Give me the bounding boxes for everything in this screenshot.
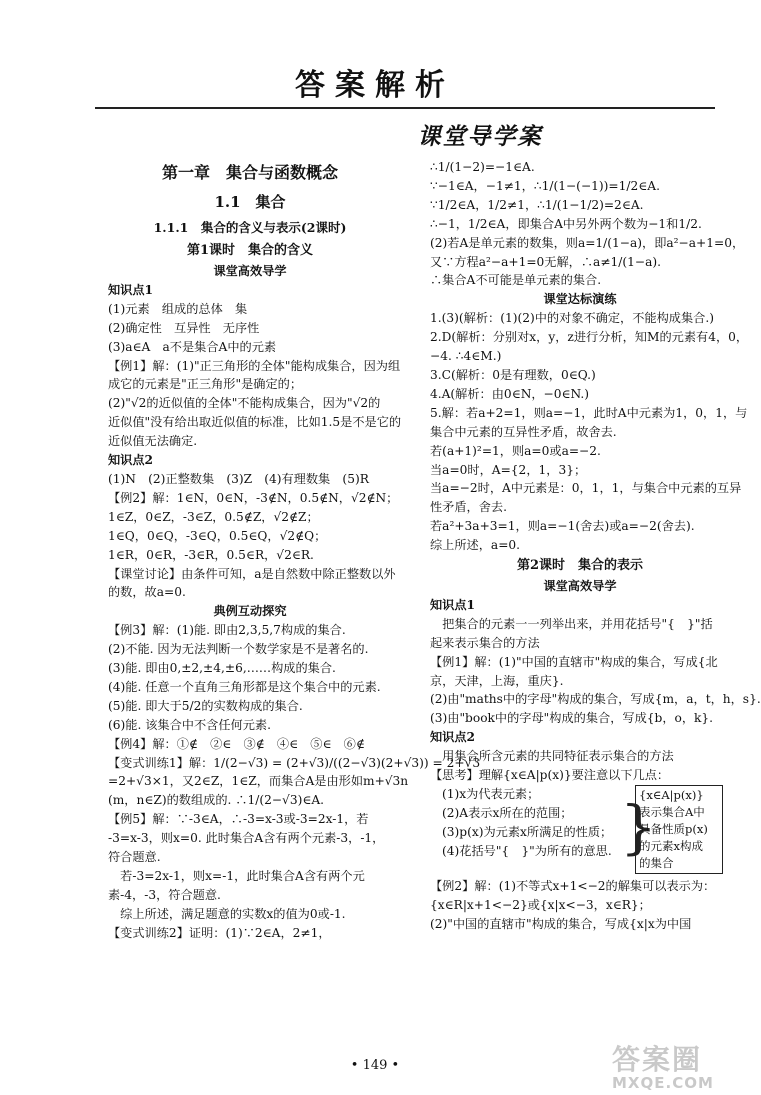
text-line: 符合题意. xyxy=(108,850,161,865)
text-line: (1)元素 组成的总体 集 xyxy=(108,301,248,316)
text-line: =2+√3×1，又2∈Z，1∈Z，而集合A是由形如m+√3n xyxy=(108,774,409,789)
text-line: −4. ∴4∈M.) xyxy=(430,349,502,364)
text-line: (3)能. 即由0,±2,±4,±6,……构成的集合. xyxy=(108,661,336,676)
text-line: 若a²+3a+3=1，则a=−1(舍去)或a=−2(舍去). xyxy=(430,519,695,534)
text-line: 京，天津，上海，重庆}. xyxy=(430,673,564,688)
text-line: 【思考】理解{x∈A|p(x)}要注意以下几点： xyxy=(430,768,670,783)
text-line: (m，n∈Z)的数组成的. ∴1/(2−√3)∈A. xyxy=(108,793,325,808)
think-list xyxy=(442,785,632,861)
text-line: 性矛盾，舍去. xyxy=(430,500,507,515)
think-box-line: 具备性质p(x) xyxy=(639,822,708,836)
text-line: 2.D(解析：分别对x，y，z进行分析，知M的元素有4，0， xyxy=(430,330,749,345)
right-column xyxy=(430,158,761,934)
text-line: 起来表示集合的方法 xyxy=(430,635,540,650)
text-line: ∴集合A不可能是单元素的集合. xyxy=(430,273,602,288)
text-line: (1)N (2)正整数集 (3)Z (4)有理数集 (5)R xyxy=(108,471,369,486)
text-line: ∴1/(1−2)=−1∈A. xyxy=(430,160,535,174)
lesson-heading: 第2课时 集合的表示 xyxy=(516,558,644,574)
think-box xyxy=(635,785,723,874)
think-box-line: 的元素x构成 xyxy=(639,839,703,853)
block-heading: 课堂高效导学 xyxy=(543,579,617,594)
think-item: (1)x为代表元素； xyxy=(442,787,540,801)
text-line: 1.(3)(解析：(1)(2)中的对象不确定，不能构成集合.) xyxy=(430,311,714,326)
text-line: 当a=−2时，A中元素是：0，1，1，与集合中元素的互异 xyxy=(430,481,742,496)
text-line: ∵1/2∈A，1/2≠1，∴1/(1−1/2)=2∈A. xyxy=(430,197,644,212)
text-line: 的数，故a=0. xyxy=(108,585,186,600)
text-line: 又∵方程a²−a+1=0无解，∴a≠1/(1−a). xyxy=(430,254,662,269)
think-item: (2)A表示x所在的范围； xyxy=(442,805,573,820)
subsection-heading: 1.1.1 集合的含义与表示(2课时) xyxy=(153,220,347,235)
section-heading: 1.1 集合 xyxy=(214,193,286,211)
text-line: 【例3】解：(1)能. 即由2,3,5,7构成的集合. xyxy=(108,623,346,638)
right-column-tail xyxy=(430,877,730,934)
lesson-heading: 第1课时 集合的含义 xyxy=(186,243,314,258)
text-line: 【例2】解：(1)不等式x+1<−2的解集可以表示为： xyxy=(430,879,716,893)
text-line: 【例4】解：①∉ ②∈ ③∉ ④∈ ⑤∈ ⑥∉ xyxy=(108,736,365,751)
text-line: 1∈Q，0∈Q，-3∈Q，0.5∈Q，√2∉Q； xyxy=(108,528,327,543)
text-line: 集合中元素的互异性矛盾，故舍去. xyxy=(430,424,617,439)
knowledge-point-label: 知识点1 xyxy=(108,282,154,297)
text-line: 【变式训练1】解：1/(2−√3) = (2+√3)/((2−√3)(2+√3)) = 2+√3 xyxy=(108,755,481,770)
text-line: (5)能. 即大于5/2的实数构成的集合. xyxy=(108,698,303,713)
page-number: • 149 • xyxy=(350,1058,400,1073)
text-line: 【例1】解：(1)"中国的直辖市"构成的集合，写成{北 xyxy=(430,654,718,669)
think-item: (3)p(x)为元素x所满足的性质； xyxy=(442,824,613,839)
text-line: (6)能. 该集合中不含任何元素. xyxy=(108,717,271,732)
text-line: 综上所述，a=0. xyxy=(430,538,521,553)
knowledge-point-label: 知识点2 xyxy=(430,730,476,745)
text-line: 【课堂讨论】由条件可知，a是自然数中除正整数以外 xyxy=(108,566,396,581)
watermark-url: MXQE.COM xyxy=(612,1074,714,1092)
text-line: 3.C(解析：0是有理数，0∈Q.) xyxy=(430,367,596,382)
text-line: 把集合的元素一一列举出来，并用花括号"{ }"括 xyxy=(430,616,713,631)
text-line: {x∈R|x+1<−2}或{x|x<−3，x∈R}； xyxy=(430,897,651,912)
text-line: (2)由"maths中的字母"构成的集合，写成{m，a，t，h，s}. xyxy=(430,692,761,707)
brace-icon: } xyxy=(620,793,657,861)
text-line: (2)确定性 互异性 无序性 xyxy=(108,320,260,335)
text-line: (2)"√2的近似值的全体"不能构成集合，因为"√2的 xyxy=(108,396,381,411)
text-line: 当a=0时，A={2，1，3}； xyxy=(430,462,587,477)
page-title: 答案解析 xyxy=(295,68,455,103)
chapter-heading: 第一章 集合与函数概念 xyxy=(161,163,338,182)
right-column-body xyxy=(430,158,761,785)
knowledge-point-label: 知识点1 xyxy=(430,597,476,612)
think-box-line: 的集合 xyxy=(639,856,674,870)
knowledge-point-label: 知识点2 xyxy=(108,453,154,468)
title-divider xyxy=(95,107,715,109)
block-heading: 课堂高效导学 xyxy=(213,264,287,278)
text-line: 近似值无法确定. xyxy=(108,434,198,449)
watermark-text: 答案圈 xyxy=(612,1043,703,1076)
text-line: 【例5】解：∵-3∈A，∴-3=x-3或-3=2x-1，若 xyxy=(108,812,369,827)
block-heading: 课堂达标演练 xyxy=(543,292,617,307)
text-line: 【变式训练2】证明：(1)∵2∈A，2≠1， xyxy=(108,925,331,940)
text-line: (2)不能. 因为无法判断一个数学家是不是著名的. xyxy=(108,642,369,657)
watermark-logo xyxy=(612,1038,714,1092)
text-line: 【例1】解：(1)"正三角形的全体"能构成集合，因为组 xyxy=(108,358,401,373)
text-line: 近似值"没有给出取近似值的标准，比如1.5是不是它的 xyxy=(108,415,402,430)
text-line: -3=x-3，则x=0. 此时集合A含有两个元素-3，-1， xyxy=(108,831,385,846)
text-line: ∴−1，1/2∈A，即集合A中另外两个数为−1和1/2. xyxy=(430,216,702,231)
text-line: 素-4，-3，符合题意. xyxy=(108,887,221,902)
text-line: 若-3=2x-1，则x=-1，此时集合A含有两个元 xyxy=(108,869,365,883)
text-line: (3)由"book中的字母"构成的集合，写成{b，o，k}. xyxy=(430,711,714,726)
text-line: 5.解：若a+2=1，则a=−1，此时A中元素为1，0，1，与 xyxy=(430,405,748,420)
text-line: 1∈Z，0∈Z，-3∈Z，0.5∉Z，√2∉Z； xyxy=(108,509,319,524)
text-line: 若(a+1)²=1，则a=0或a=−2. xyxy=(430,443,601,458)
think-item: (4)花括号"{ }"为所有的意思. xyxy=(442,843,612,858)
text-line: 用集合所含元素的共同特征表示集合的方法 xyxy=(430,749,674,764)
text-line: 综上所述，满足题意的实数x的值为0或-1. xyxy=(108,906,346,921)
text-line: (4)能. 任意一个直角三角形都是这个集合中的元素. xyxy=(108,679,381,694)
text-line: 1∈R，0∈R，-3∈R，0.5∈R，√2∈R. xyxy=(108,547,314,562)
text-line: 【例2】解：1∈N，0∈N，-3∉N，0.5∉N，√2∉N； xyxy=(108,490,399,505)
text-line: (3)a∈A a不是集合A中的元素 xyxy=(108,339,277,354)
text-line: 成它的元素是"正三角形"是确定的； xyxy=(108,377,303,392)
text-line: (2)"中国的直辖市"构成的集合，写成{x|x为中国 xyxy=(430,916,692,931)
text-line: 4.A(解析：由0∈N，−0∈N.) xyxy=(430,386,590,401)
text-line: ∵−1∈A，−1≠1，∴1/(1−(−1))=1/2∈A. xyxy=(430,178,660,193)
section-title: 课堂导学案 xyxy=(417,123,543,150)
block-heading: 典例互动探究 xyxy=(213,604,287,619)
think-block xyxy=(430,785,730,877)
text-line: (2)若A是单元素的数集，则a=1/(1−a)，即a²−a+1=0， xyxy=(430,235,745,250)
think-box-line: 表示集合A中 xyxy=(639,805,705,819)
think-box-line: {x∈A|p(x)} xyxy=(639,788,704,802)
